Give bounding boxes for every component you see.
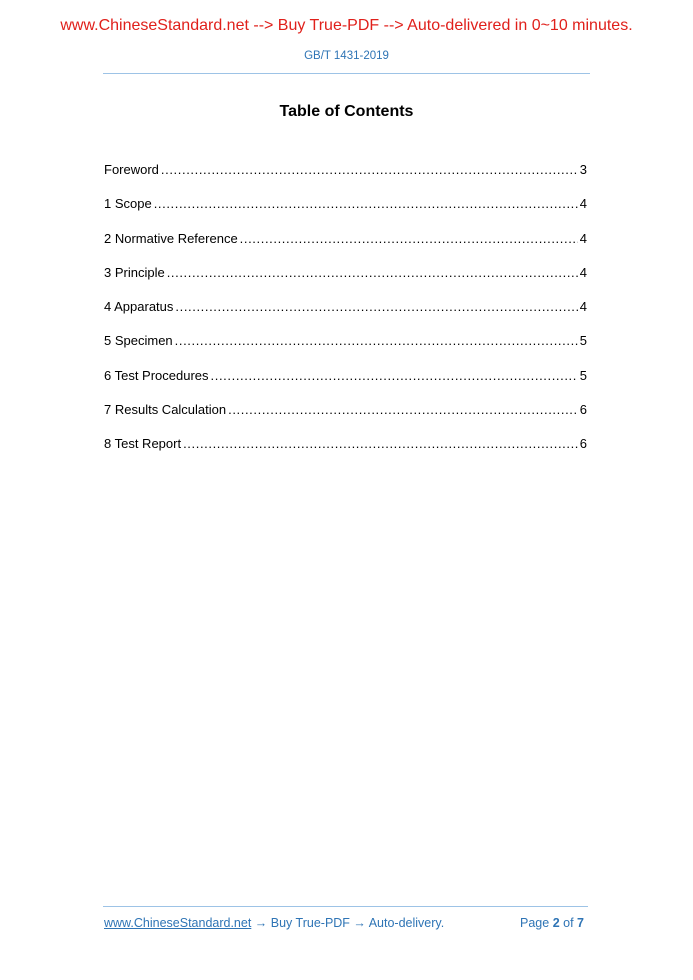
page-total: 7 <box>577 916 584 930</box>
top-banner[interactable]: www.ChineseStandard.net --> Buy True-PDF --> Auto-delivered in 0~10 minutes. <box>60 17 633 34</box>
toc-entry-page: 6 <box>579 436 587 452</box>
toc-entry-scope[interactable] <box>104 196 587 230</box>
toc-dot-leader <box>175 299 577 314</box>
footer-promo <box>104 916 444 930</box>
toc-entry-label: 1 Scope <box>104 196 152 212</box>
toc-entry-page: 4 <box>579 264 587 280</box>
toc-entry-label: 7 Results Calculation <box>104 402 227 418</box>
toc-entry-label: 5 Specimen <box>104 333 173 349</box>
footer-site-link[interactable]: www.ChineseStandard.net <box>104 916 252 930</box>
toc-entry-label: Foreword <box>104 162 159 177</box>
document-code: GB/T 1431-2019 <box>304 50 389 62</box>
toc-entry-results-calculation[interactable] <box>104 402 587 436</box>
toc-entry-test-procedures[interactable] <box>104 368 587 402</box>
toc-entry-normative-reference[interactable] <box>104 231 587 265</box>
toc-list <box>104 162 587 471</box>
header-divider <box>103 73 590 74</box>
toc-entry-page: 4 <box>579 230 587 246</box>
toc-entry-foreword[interactable] <box>104 162 587 196</box>
toc-dot-leader <box>228 402 578 417</box>
toc-entry-principle[interactable] <box>104 265 587 299</box>
toc-entry-specimen[interactable] <box>104 333 587 367</box>
toc-entry-page: 6 <box>579 402 587 418</box>
page-prefix: Page <box>520 916 550 930</box>
toc-entry-page: 3 <box>579 162 587 177</box>
toc-entry-label: 2 Normative Reference <box>104 230 238 246</box>
footer-tagline: → Buy True-PDF → Auto-delivery. <box>251 916 445 930</box>
toc-dot-leader <box>154 196 578 211</box>
toc-entry-page: 5 <box>579 333 587 349</box>
toc-entry-page: 4 <box>579 299 587 315</box>
toc-entry-label: 4 Apparatus <box>104 299 174 315</box>
toc-entry-label: 6 Test Procedures <box>104 367 209 383</box>
footer-divider <box>103 906 588 907</box>
toc-entry-label: 8 Test Report <box>104 436 182 452</box>
toc-dot-leader <box>167 265 578 280</box>
page-number: 2 <box>552 916 560 930</box>
toc-dot-leader <box>183 436 578 451</box>
toc-title: Table of Contents <box>279 103 414 120</box>
toc-dot-leader <box>240 231 578 246</box>
toc-entry-apparatus[interactable] <box>104 299 587 333</box>
page-of: of <box>563 916 574 930</box>
toc-dot-leader <box>211 368 578 383</box>
toc-dot-leader <box>175 333 578 348</box>
toc-entry-page: 5 <box>579 367 587 383</box>
page-indicator <box>520 916 584 930</box>
toc-dot-leader <box>161 162 578 177</box>
toc-entry-label: 3 Principle <box>104 264 165 280</box>
toc-entry-page: 4 <box>579 196 587 212</box>
toc-entry-test-report[interactable] <box>104 436 587 470</box>
